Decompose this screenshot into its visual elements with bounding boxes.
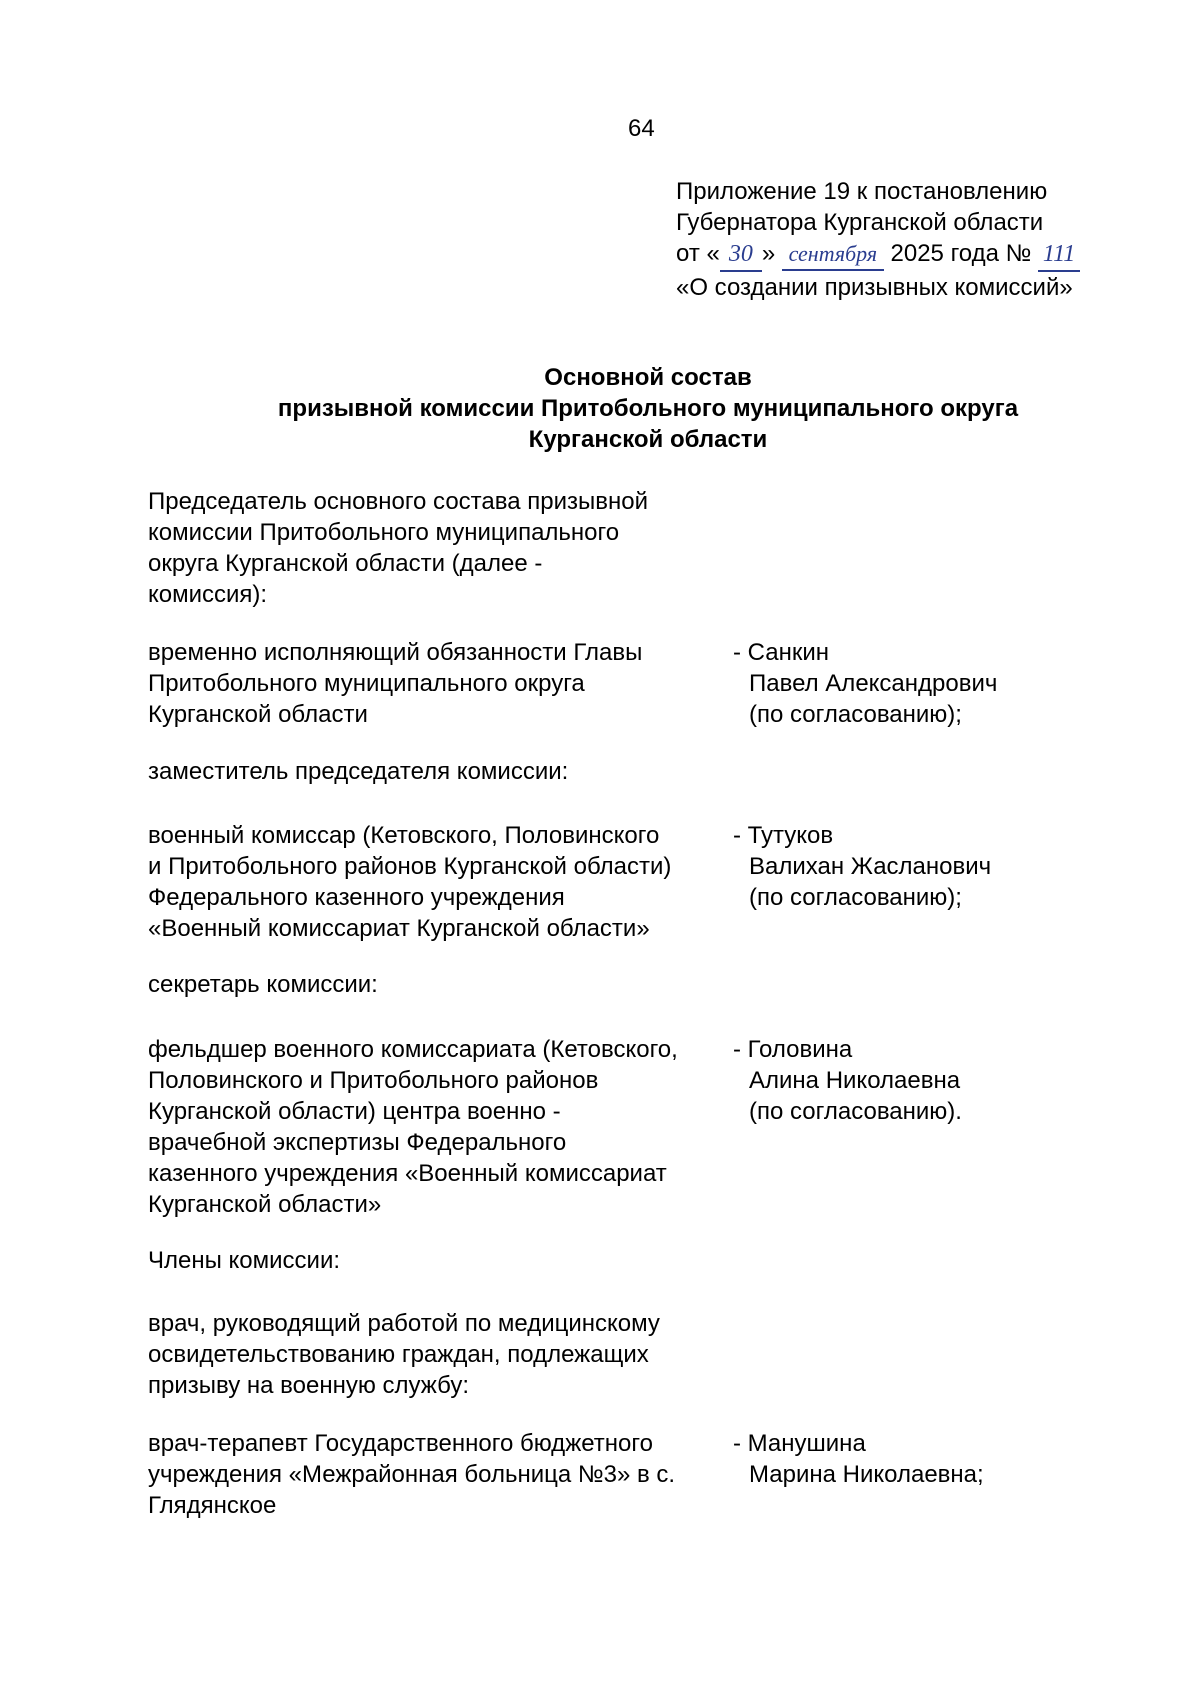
appendix-line-1: Приложение 19 к постановлению xyxy=(676,178,1048,205)
position-line: Федерального казенного учреждения xyxy=(148,884,565,911)
person-name: Марина Николаевна; xyxy=(749,1461,984,1488)
chairman-person xyxy=(733,637,997,730)
position-line: Притобольного муниципального округа xyxy=(148,670,585,697)
handwritten-day: 30 xyxy=(720,239,762,272)
chairman-heading-line: комиссии Притобольного муниципального xyxy=(148,519,620,546)
members-heading: Члены комиссии: xyxy=(148,1247,341,1274)
doctor-heading-line: освидетельствованию граждан, подлежащих xyxy=(148,1341,649,1368)
secretary-position xyxy=(148,1034,678,1220)
person-note: (по согласованию). xyxy=(749,1098,962,1125)
appendix-line-3 xyxy=(676,238,1080,272)
chairman-heading-line: Председатель основного состава призывной xyxy=(148,488,649,515)
position-line: Курганской области) центра военно - xyxy=(148,1098,561,1125)
secretary-heading: секретарь комиссии: xyxy=(148,971,378,998)
chairman-heading xyxy=(148,486,648,610)
appendix-line-2: Губернатора Курганской области xyxy=(676,209,1044,236)
person-name: Алина Николаевна xyxy=(749,1067,961,1094)
chairman-position xyxy=(148,637,642,730)
deputy-position xyxy=(148,820,671,944)
position-line: учреждения «Межрайонная больница №3» в с. xyxy=(148,1461,676,1488)
position-line: Глядянское xyxy=(148,1492,277,1519)
title-line-3: Курганской области xyxy=(528,426,768,453)
doctor-heading xyxy=(148,1308,660,1401)
title-line-2: призывной комиссии Притобольного муниципального округа xyxy=(277,395,1019,422)
deputy-person xyxy=(733,820,991,913)
date-year: 2025 года № xyxy=(883,240,1039,267)
doctor-heading-line: врач, руководящий работой по медицинскому xyxy=(148,1310,660,1337)
position-line: Курганской области» xyxy=(148,1191,382,1218)
doctor-heading-line: призыву на военную службу: xyxy=(148,1372,469,1399)
handwritten-month: сентября xyxy=(782,238,884,271)
deputy-heading: заместитель председателя комиссии: xyxy=(148,758,569,785)
position-line: временно исполняющий обязанности Главы xyxy=(148,639,643,666)
document-title xyxy=(148,362,1148,455)
doctor-person xyxy=(733,1428,984,1490)
position-line: врачебной экспертизы Федерального xyxy=(148,1129,567,1156)
position-line: «Военный комиссариат Курганской области» xyxy=(148,915,650,942)
position-line: врач-терапевт Государственного бюджетного xyxy=(148,1430,653,1457)
chairman-heading-line: комиссия): xyxy=(148,581,268,608)
position-line: Половинского и Притобольного районов xyxy=(148,1067,599,1094)
position-line: и Притобольного районов Курганской области) xyxy=(148,853,672,880)
appendix-header xyxy=(676,176,1080,303)
appendix-line-4: «О создании призывных комиссий» xyxy=(676,274,1073,301)
handwritten-number: 111 xyxy=(1038,239,1080,272)
person-surname: - Манушина xyxy=(733,1430,866,1457)
page-number: 64 xyxy=(628,115,655,142)
title-line-1: Основной состав xyxy=(544,364,752,391)
chairman-heading-line: округа Курганской области (далее - xyxy=(148,550,543,577)
person-surname: - Тутуков xyxy=(733,822,834,849)
position-line: фельдшер военного комиссариата (Кетовского, xyxy=(148,1036,678,1063)
secretary-person xyxy=(733,1034,962,1127)
person-surname: - Головина xyxy=(733,1036,853,1063)
person-name: Павел Александрович xyxy=(749,670,998,697)
person-note: (по согласованию); xyxy=(749,701,962,728)
date-mid: » xyxy=(761,240,782,267)
position-line: Курганской области xyxy=(148,701,368,728)
person-note: (по согласованию); xyxy=(749,884,962,911)
date-prefix: от « xyxy=(676,240,720,267)
doctor-position xyxy=(148,1428,675,1521)
position-line: военный комиссар (Кетовского, Половинского xyxy=(148,822,660,849)
person-surname: - Санкин xyxy=(733,639,830,666)
person-name: Валихан Жасланович xyxy=(749,853,992,880)
position-line: казенного учреждения «Военный комиссариат xyxy=(148,1160,667,1187)
